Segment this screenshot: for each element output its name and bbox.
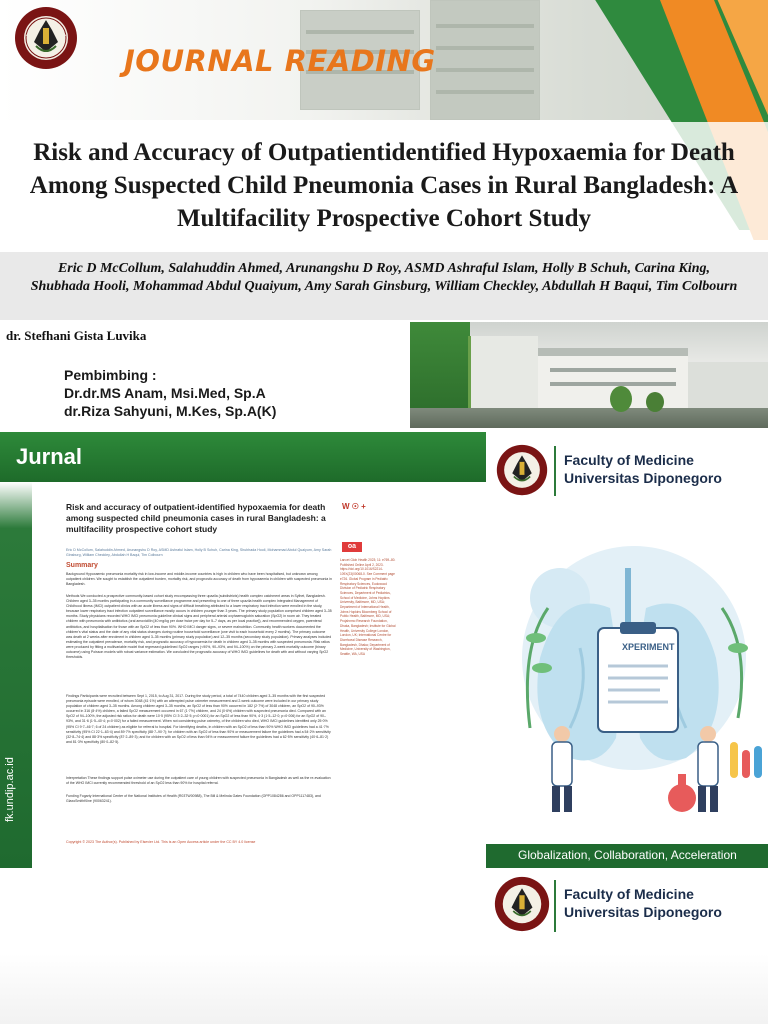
undip-logo — [496, 444, 548, 496]
abstract-funding: Funding Fogarty International Center of the National Institutes of Health (R03TW00988), The Bill & Melinda Gates Foundation (OPP1084286 and OPP1117483), and GlaxoSmithKline (90063241). — [66, 794, 321, 804]
tagline: Globalization, Collaboration, Acceleration — [518, 848, 737, 862]
open-access-badge: oa — [342, 542, 362, 552]
brand-line-1: Faculty of Medicine — [564, 886, 694, 902]
author-list: Eric D McCollum, Salahuddin Ahmed, Arunangshu D Roy, ASMD Ashraful Islam, Holly B Schuh, Carina King, Shubhada Hooli, Mohammad Abdul Quaiyum, Amy Sarah Ginsburg, William Checkley, Abdullah H Baqui, Tim Colbourn — [30, 261, 738, 294]
journal-reading-heading: JOURNAL READING — [124, 44, 436, 78]
lung-experiment-illustration — [500, 528, 768, 824]
supervisor-item: dr.Riza Sahyuni, M.Kes, Sp.A(K) — [64, 403, 277, 419]
brand-line-2: Universitas Diponegoro — [564, 470, 722, 486]
undip-logo — [494, 876, 550, 932]
abstract-interpretation: Interpretation These findings support pulse oximeter use during the outpatient care of young children with suspected pneumonia in Bangladesh as well as the re-evaluation of the WHO IMCI currently recommended threshold of an SpO2 less than 90% for hospital referral. — [66, 776, 331, 786]
next-slide — [0, 868, 768, 1024]
tree — [646, 392, 664, 412]
jurnal-heading: Jurnal — [16, 444, 83, 469]
brand-line-1: Faculty of Medicine — [564, 452, 694, 468]
building-annex — [688, 362, 768, 412]
jurnal-slide — [0, 432, 768, 868]
ground — [410, 408, 768, 428]
journal-article-preview — [50, 492, 402, 868]
cover-slide — [0, 0, 768, 428]
supervisor-block — [64, 366, 276, 420]
side-url: fk.undip.ac.id — [4, 757, 16, 822]
abstract-background: Background Hypoxaemic pneumonia mortality risk in low-income and middle-income countries is high in children who have been hospitalised, but unknown among outpatient children. We sought to establish the outpatient burden, mortality risk, and prognostic accuracy of death from hypoxaemia in children with suspected pneumonia in Bangladesh. — [66, 572, 332, 587]
summary-heading: Summary — [66, 562, 98, 569]
campus-photo — [410, 322, 768, 428]
journal-logo: W ☉ + — [342, 502, 366, 511]
undip-logo — [14, 6, 78, 70]
abstract-findings: Findings Participants were recruited between Sept 1, 2015, to Aug 31, 2017. During the study period, a total of 7440 children aged 3–35 months with the first suspected pneumonia episode were enrolled, of whom 3048 (41·1%) with an attempted pulse oximeter measurement and 2-week outcome were included in our primary study population of children aged 3–35 months. Among children aged 3–35 months, an SpO2 of less than 90% occurred in 182 (2·7%) of 3048 children, an SpO2 of 90–93% occurred in 316 (8·4%) children, a failed SpO2 measurement occurred in 67 (1·7%) children, and 24 (0·6%) children with suspected pneumonia died. Compared with an SpO2 of 94–100%, the adjusted risk ratios for death were 10·5 (95% CI 3·2–32·5; p<0·0001) for an SpO2 of less than 90%, 4·3 (1·5–12·0; p=0·006) for an SpO2 of 90–93%, and 31·6 (1·5–40·4; p=0·002) for a failed measurement. When not considering pulse oximetry, of the children who died, WHO IMCI guidelines identified only 25·0% (95% CI 9·7–46·7; 6 of 24 children) as eligible for referral to hospital. For identifying deaths, in children with an SpO2 of less than 90% WHO IMCI guidelines had a 41·7% sensitivity (95% CI 22·1–63·4) and 89·7% specificity (88·7–90·7); for children with an SpO2 of less than 90% or measurement failure the guidelines had a 54·2% sensitivity (32·8–74·4) and 88·3% specificity (87·2–89·3); and for children with an SpO2 of less than 94% or measurement failure the guidelines had a 62·5% sensitivity (40·6–81·2) and 81·3% specificity (80·0–82·5). — [66, 694, 331, 744]
article-authors: Eric D McCollum, Salahuddin Ahmed, Arunangshu D Roy, ASMD Ashraful Islam, Holly B Schuh, Carina King, Shubhada Hooli, Mohammad Abdul Quaiyum, Amy Sarah Ginsburg, William Checkley, Abdullah H Baqui, Tim Colbourn — [66, 548, 332, 557]
supervisor-heading: Pembimbing : — [64, 367, 157, 383]
supervisor-item: Dr.dr.MS Anam, Msi.Med, Sp.A — [64, 385, 266, 401]
article-copyright: Copyright © 2023 The Author(s). Published by Elsevier Ltd. This is an Open Access article under the CC BY 4.0 license — [66, 840, 256, 844]
article-title: Risk and accuracy of outpatient-identified hypoxaemia for death among suspected child pneumonia cases in rural Bangladesh: a multifacility prospective cohort study — [66, 502, 326, 534]
tree — [610, 386, 632, 412]
faculty-brand — [494, 872, 764, 942]
brand-line-2: Universitas Diponegoro — [564, 904, 722, 920]
presenter-name: dr. Stefhani Gista Luvika — [6, 328, 147, 343]
article-side-notes: Lancet Glob Health 2023; 11: e769–80. Published Online April 2, 2023. https://doi.org/10.1016/S2214-109X(23)00068-0. See Comment page e726. Global Program in Pediatric Respiratory Sciences, Eudowood Division of Pediatric Respiratory Sciences, Department of Pediatrics, School of Medicine, Johns Hopkins University, Baltimore, MD, USA; Department of International Health, Johns Hopkins Bloomberg School of Public Health, Baltimore, MD, USA; Projahnmo Research Foundation, Dhaka, Bangladesh; Institute for Global Health, University College London, London, UK; International Centre for Diarrhoeal Disease Research, Bangladesh, Dhaka; Department of Medicine, University of Washington, Seattle, WA, USA — [340, 558, 396, 657]
building-shape — [430, 0, 540, 120]
abstract-methods: Methods We conducted a prospective community-based cohort study encompassing three upazila (subdistricts) health complex catchment areas in Sylhet, Bangladesh. Children aged 3–35 months participating in a community surveillance programme and presenting to one of three upazila health complex Integrated Management of Childhood Illness (IMCI) outpatient clinics with an acute illness and signs of difficult breathing attributed to a lower respiratory tract infection were enrolled in the study, because lower respiratory tract infection outpatient surveillance mostly occurs in children younger than 3 years. The primary study population comprised children aged 3–35 months. Study physicians recorded WHO IMCI pneumonia guideline clinical signs and peripheral arterial oxyhaemoglobin saturation (SpO2) in room air. They treated children with pneumonia with antibiotics (oral amoxicillin [40 mg/kg per dose twice per day for 5–7 days, as per local practice]), and recommended oxygen, parenteral antibiotics, and hospitalisation for those with an SpO2 of less than 90%. WHO IMCI danger signs, or severe malnutrition. Community health workers documented the children's vital status and the date of any vital status changes during routine household surveillance (one visit to each household every 2 months). The primary outcome was death at 2 weeks after enrolment in children aged 3–35 months (primary study population) and 12–35 months (secondary study population). Primary analyses included estimating the outpatient prevalence, mortality risk, and prognostic accuracy of hypoxaemia for death in children aged 3–35 months with suspected pneumonia. Risk ratios were produced by fitting a multivariable model that regressed guidelined SpO2 ranges (<90%, 90–93%, and 94–100%) on the primary 2-week mortality outcome (binary outcome) using Poisson models with robust variance estimation. We concluded the prognostic accuracy of WHO IMCI guidelines for death with and without varying SpO2 thresholds. — [66, 594, 332, 660]
faculty-brand — [496, 440, 756, 504]
paper-title: Risk and Accuracy of Outpatientidentified Hypoxaemia for Death Among Suspected Child Pneumonia Cases in Rural Bangladesh: A Multifacility Prospective Cohort Study — [29, 139, 739, 232]
experiment-label: XPERIMENT — [622, 642, 675, 652]
